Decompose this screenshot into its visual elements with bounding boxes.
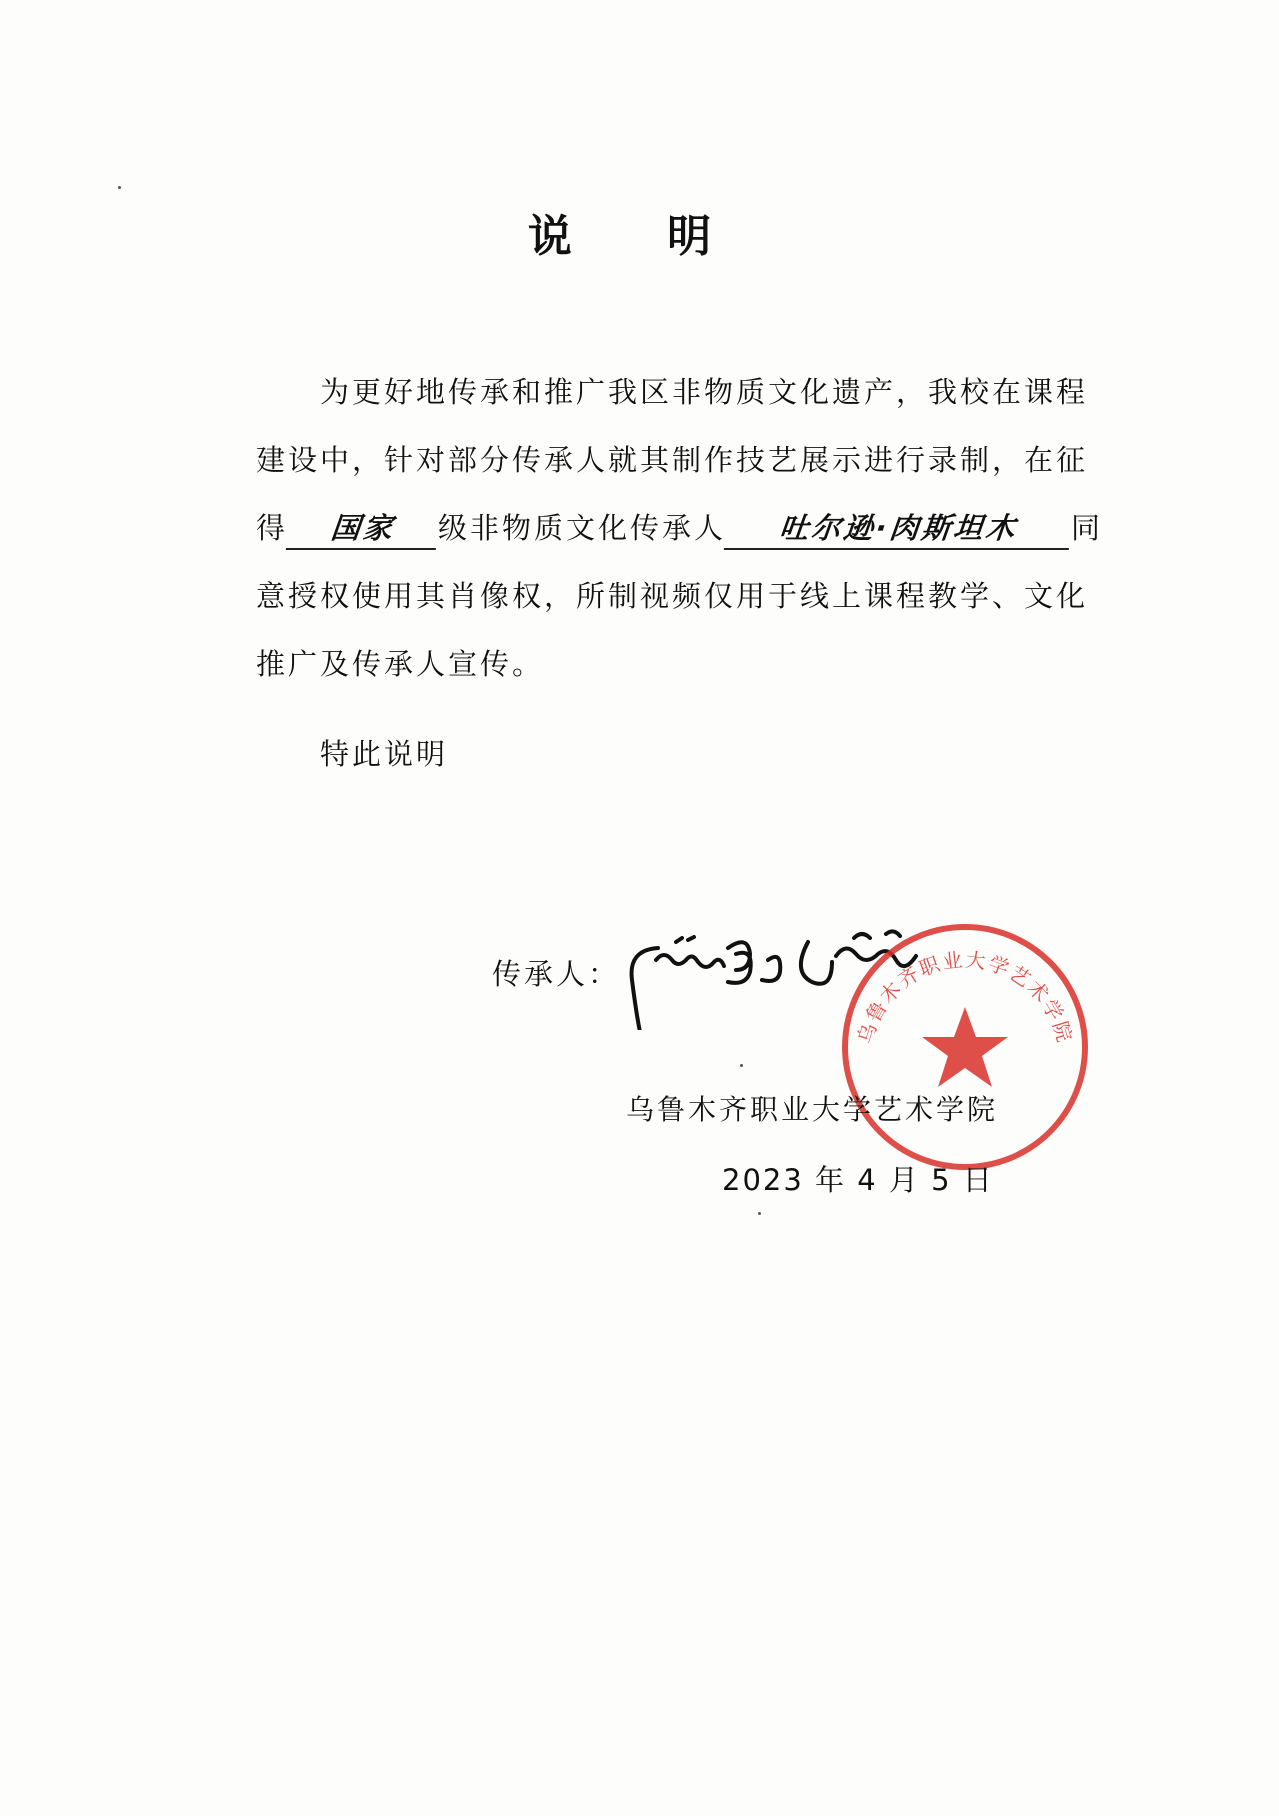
official-seal bbox=[830, 912, 1100, 1182]
signer-label: 传承人： bbox=[492, 957, 621, 991]
body-line-2: 建设中，针对部分传承人就其制作技艺展示进行录制，在征 bbox=[256, 443, 1089, 477]
document-date: 2023 年 4 月 5 日 bbox=[722, 1163, 994, 1197]
body-line-3-suffix: 同 bbox=[1071, 511, 1104, 545]
body-line-4: 意授权使用其肖像权，所制视频仅用于线上课程教学、文化 bbox=[256, 579, 1089, 613]
seal-star-icon bbox=[922, 1007, 1008, 1087]
body-line-3 bbox=[256, 508, 1103, 550]
body-line-3-prefix: 得 bbox=[256, 511, 289, 545]
handwritten-level-field: 国家 bbox=[286, 508, 440, 550]
body-line-1: 为更好地传承和推广我区非物质文化遗产，我校在课程 bbox=[320, 375, 1089, 409]
body-line-3-middle: 级非物质文化传承人 bbox=[438, 511, 727, 545]
handwritten-name-field: 吐尔逊·肉斯坦木 bbox=[724, 508, 1073, 550]
organization-name: 乌鲁木齐职业大学艺术学院 bbox=[626, 1093, 999, 1126]
scan-speck bbox=[740, 1064, 743, 1067]
scan-speck bbox=[758, 1212, 761, 1215]
body-line-5: 推广及传承人宣传。 bbox=[256, 647, 545, 681]
seal-text: 乌鲁木齐职业大学艺术学院 bbox=[852, 947, 1078, 1047]
closing-text: 特此说明 bbox=[320, 737, 449, 771]
document-title: 说 明 bbox=[527, 211, 752, 262]
scan-speck bbox=[118, 186, 121, 189]
